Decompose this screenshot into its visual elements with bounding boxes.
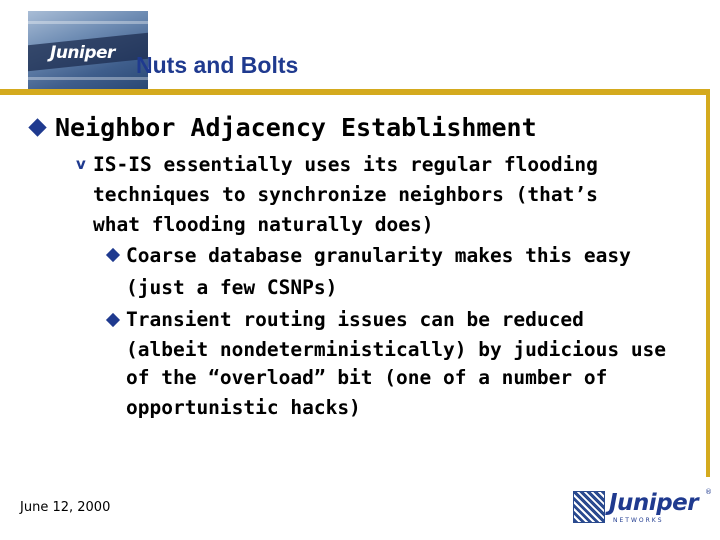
registered-mark: ®: [705, 488, 712, 496]
gold-frame-top: [0, 89, 710, 95]
gold-frame-right: [706, 89, 710, 477]
diamond-bullet-icon: [106, 248, 120, 262]
diamond-bullet-icon: [106, 313, 120, 327]
v-checkmark-bullet-icon: v: [76, 155, 86, 173]
level3-line: Transient routing issues can be reduced: [126, 308, 584, 331]
level2-line: techniques to synchronize neighbors (that’s: [93, 183, 598, 206]
level3-line: opportunistic hacks): [126, 396, 361, 419]
header-photo: [28, 11, 148, 91]
photo-streak: [28, 77, 148, 80]
header-logo-text: Juniper: [50, 43, 115, 63]
footer-logo-word: Juniper: [609, 490, 699, 516]
level2-line: what flooding naturally does): [93, 213, 434, 236]
level3-line: Coarse database granularity makes this easy: [126, 244, 631, 267]
photo-streak: [28, 21, 148, 24]
footer-logo: [573, 490, 713, 526]
slide-title: Nuts and Bolts: [136, 52, 299, 78]
level1-text: Neighbor Adjacency Establishment: [55, 113, 537, 142]
juniper-mark-icon: [573, 491, 605, 523]
level2-line: IS-IS essentially uses its regular flooding: [93, 153, 598, 176]
level3-line: of the “overload” bit (one of a number of: [126, 366, 608, 389]
footer-logo-sub: NETWORKS: [613, 517, 664, 524]
diamond-bullet-icon: [28, 118, 46, 136]
footer-date: June 12, 2000: [20, 500, 111, 515]
level3-line: (albeit nondeterministically) by judicious use: [126, 338, 667, 361]
level3-line: (just a few CSNPs): [126, 276, 338, 299]
